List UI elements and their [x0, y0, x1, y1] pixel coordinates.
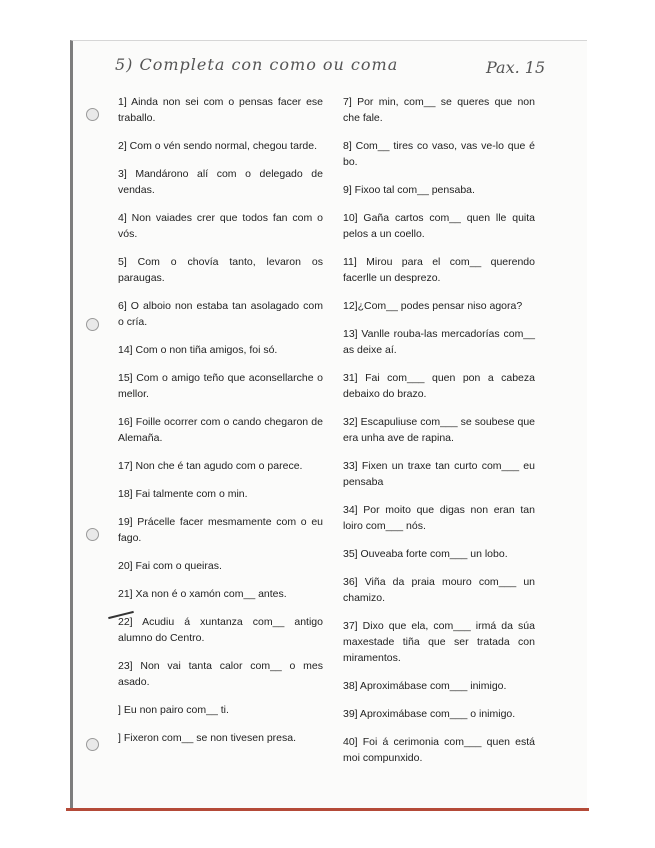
exercise-item: 35] Ouveaba forte com___ un lobo.: [343, 548, 508, 560]
exercise-item: 6] O alboio non estaba tan asolagado com o cría.: [118, 300, 323, 328]
exercise-item: 21] Xa non é o xamón com__ antes.: [118, 588, 287, 600]
exercise-item: 18] Fai talmente com o min.: [118, 488, 248, 500]
punch-hole-icon: [86, 738, 99, 751]
exercise-item: 11] Mirou para el com__ querendo facerlle un desprezo.: [343, 256, 535, 284]
right-exercise-column: [343, 94, 535, 778]
exercise-item: 33] Fixen un traxe tan curto com___ eu pensaba: [343, 460, 535, 488]
exercise-item: 16] Foille ocorrer com o cando chegaron de Alemaña.: [118, 416, 323, 444]
exercise-item: ] Fixeron com__ se non tivesen presa.: [118, 732, 297, 744]
exercise-item: 7] Por min, com__ se queres que non che fale.: [343, 96, 535, 124]
exercise-item: 17] Non che é tan agudo com o parece.: [118, 460, 303, 472]
exercise-item: 15] Com o amigo teño que aconsellarche o mellor.: [118, 372, 323, 400]
left-exercise-column: [118, 94, 323, 758]
exercise-item: 37] Dixo que ela, com___ irmá da súa maxestade tiña que ser tratada con miramentos.: [343, 620, 535, 664]
exercise-heading: 5) Completa con como ou coma: [115, 55, 399, 74]
exercise-item: 4] Non vaiades crer que todos fan com o vós.: [118, 212, 323, 240]
exercise-item: ] Eu non pairo com__ ti.: [118, 704, 229, 716]
exercise-item: 13] Vanlle rouba-las mercadorías com__ as deixe aí.: [343, 328, 535, 356]
exercise-item: 9] Fixoo tal com__ pensaba.: [343, 184, 475, 196]
exercise-item: 2] Com o vén sendo normal, chegou tarde.: [118, 140, 318, 152]
exercise-item: 32] Escapuliuse com___ se soubese que era unha ave de rapina.: [343, 416, 535, 444]
exercise-item: 3] Mandárono alí com o delegado de vendas.: [118, 168, 323, 196]
exercise-item: 20] Fai com o queiras.: [118, 560, 222, 572]
exercise-item: 34] Por moito que digas non eran tan loiro com___ nós.: [343, 504, 535, 532]
punch-hole-icon: [86, 318, 99, 331]
exercise-item: 31] Fai com___ quen pon a cabeza debaixo do brazo.: [343, 372, 535, 400]
exercise-item: 12]¿Com__ podes pensar niso agora?: [343, 300, 523, 312]
exercise-item: 39] Aproximábase com___ o inimigo.: [343, 708, 516, 720]
exercise-item: 19] Prácelle facer mesmamente com o eu fago.: [118, 516, 323, 544]
page-bottom-edge: [66, 808, 589, 811]
exercise-item: 5] Com o chovía tanto, levaron os paraugas.: [118, 256, 323, 284]
exercise-item: 8] Com__ tires co vaso, vas ve-lo que é bo.: [343, 140, 535, 168]
exercise-item: 38] Aproximábase com___ inimigo.: [343, 680, 507, 692]
exercise-item: 40] Foi á cerimonia com___ quen está moi compunxido.: [343, 736, 535, 764]
exercise-item: 1] Ainda non sei com o pensas facer ese traballo.: [118, 96, 323, 124]
exercise-item: 22] Acudiu á xuntanza com__ antigo alumno do Centro.: [118, 616, 323, 644]
punch-hole-icon: [86, 108, 99, 121]
exercise-item: 36] Viña da praia mouro com___ un chamizo.: [343, 576, 535, 604]
page-reference: Pax. 15: [486, 58, 546, 77]
exercise-item: 23] Non vai tanta calor com__ o mes asado.: [118, 660, 323, 688]
exercise-item: 10] Gaña cartos com__ quen lle quita pelos a un coello.: [343, 212, 535, 240]
punch-hole-icon: [86, 528, 99, 541]
exercise-item: 14] Com o non tiña amigos, foi só.: [118, 344, 278, 356]
